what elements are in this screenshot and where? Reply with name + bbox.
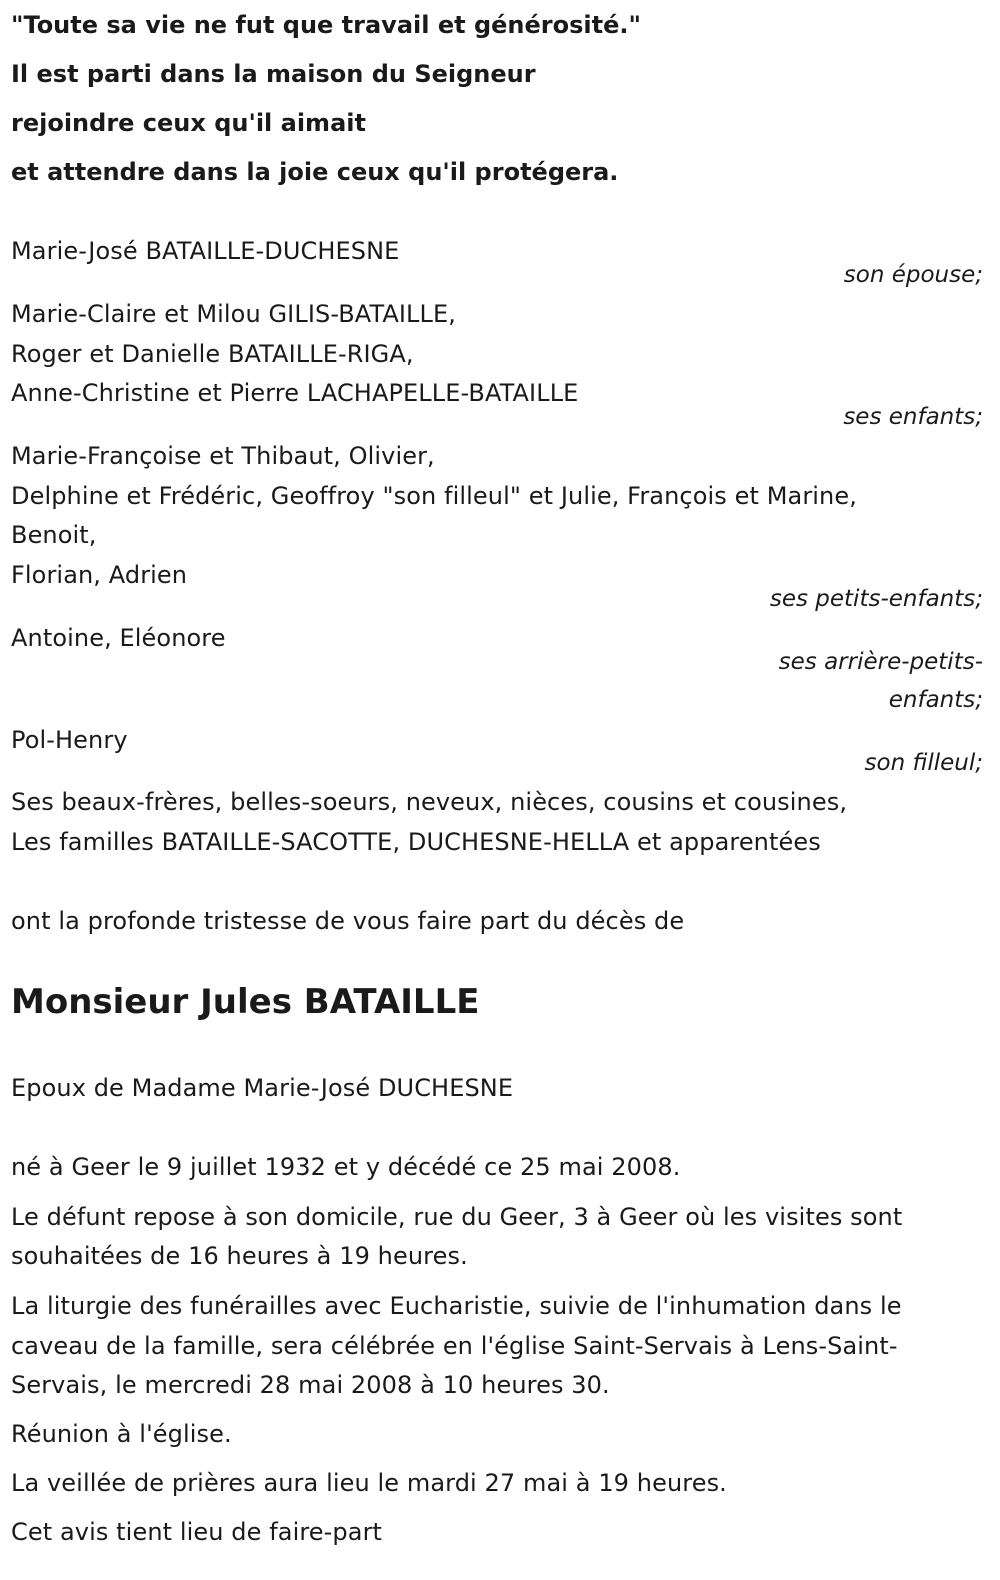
funeral-line: Servais, le mercredi 28 mai 2008 à 10 heures 30. xyxy=(11,1371,610,1399)
great-grandchild-name: Antoine, Eléonore xyxy=(11,624,226,652)
deceased-name: Monsieur Jules BATAILLE xyxy=(11,982,480,1022)
meeting-line: Réunion à l'église. xyxy=(11,1420,232,1448)
spouse-name: Marie-José BATAILLE-DUCHESNE xyxy=(11,237,400,265)
vigil-line: La veillée de prières aura lieu le mardi 27 mai à 19 heures. xyxy=(11,1469,727,1497)
quote-line: rejoindre ceux qu'il aimait xyxy=(11,109,366,137)
repose-line: souhaitées de 16 heures à 19 heures. xyxy=(11,1242,468,1270)
child-name: Roger et Danielle BATAILLE-RIGA, xyxy=(11,340,414,368)
grandchildren-role: ses petits-enfants; xyxy=(769,586,983,612)
funeral-line: La liturgie des funérailles avec Eucharistie, suivie de l'inhumation dans le xyxy=(11,1292,902,1320)
spouse-role: son épouse; xyxy=(843,262,983,288)
quote-line: et attendre dans la joie ceux qu'il protégera. xyxy=(11,158,619,186)
grandchild-name: Florian, Adrien xyxy=(11,561,188,589)
deceased-spouse-line: Epoux de Madame Marie-José DUCHESNE xyxy=(11,1074,514,1102)
great-grandchildren-role: ses arrière-petits- xyxy=(778,649,983,675)
quote-line: Il est parti dans la maison du Seigneur xyxy=(11,60,536,88)
godson-name: Pol-Henry xyxy=(11,726,128,754)
funeral-line: caveau de la famille, sera célébrée en l'église Saint-Servais à Lens-Saint- xyxy=(11,1332,898,1360)
child-name: Anne-Christine et Pierre LACHAPELLE-BATAILLE xyxy=(11,379,579,407)
quote-line: "Toute sa vie ne fut que travail et générosité." xyxy=(11,11,641,39)
grandchild-name: Benoit, xyxy=(11,521,97,549)
grandchild-name: Marie-Françoise et Thibaut, Olivier, xyxy=(11,442,435,470)
repose-line: Le défunt repose à son domicile, rue du Geer, 3 à Geer où les visites sont xyxy=(11,1203,903,1231)
relatives-line: Ses beaux-frères, belles-soeurs, neveux, nièces, cousins et cousines, xyxy=(11,788,848,816)
grandchild-name: Delphine et Frédéric, Geoffroy "son filleul" et Julie, François et Marine, xyxy=(11,482,857,510)
birth-death-line: né à Geer le 9 juillet 1932 et y décédé ce 25 mai 2008. xyxy=(11,1153,681,1181)
great-grandchildren-role: enfants; xyxy=(888,687,983,713)
closing-line: Cet avis tient lieu de faire-part xyxy=(11,1518,383,1546)
announcement-text: ont la profonde tristesse de vous faire part du décès de xyxy=(11,907,685,935)
children-role: ses enfants; xyxy=(843,404,983,430)
relatives-line: Les familles BATAILLE-SACOTTE, DUCHESNE-HELLA et apparentées xyxy=(11,828,821,856)
godson-role: son filleul; xyxy=(864,750,983,776)
child-name: Marie-Claire et Milou GILIS-BATAILLE, xyxy=(11,300,456,328)
